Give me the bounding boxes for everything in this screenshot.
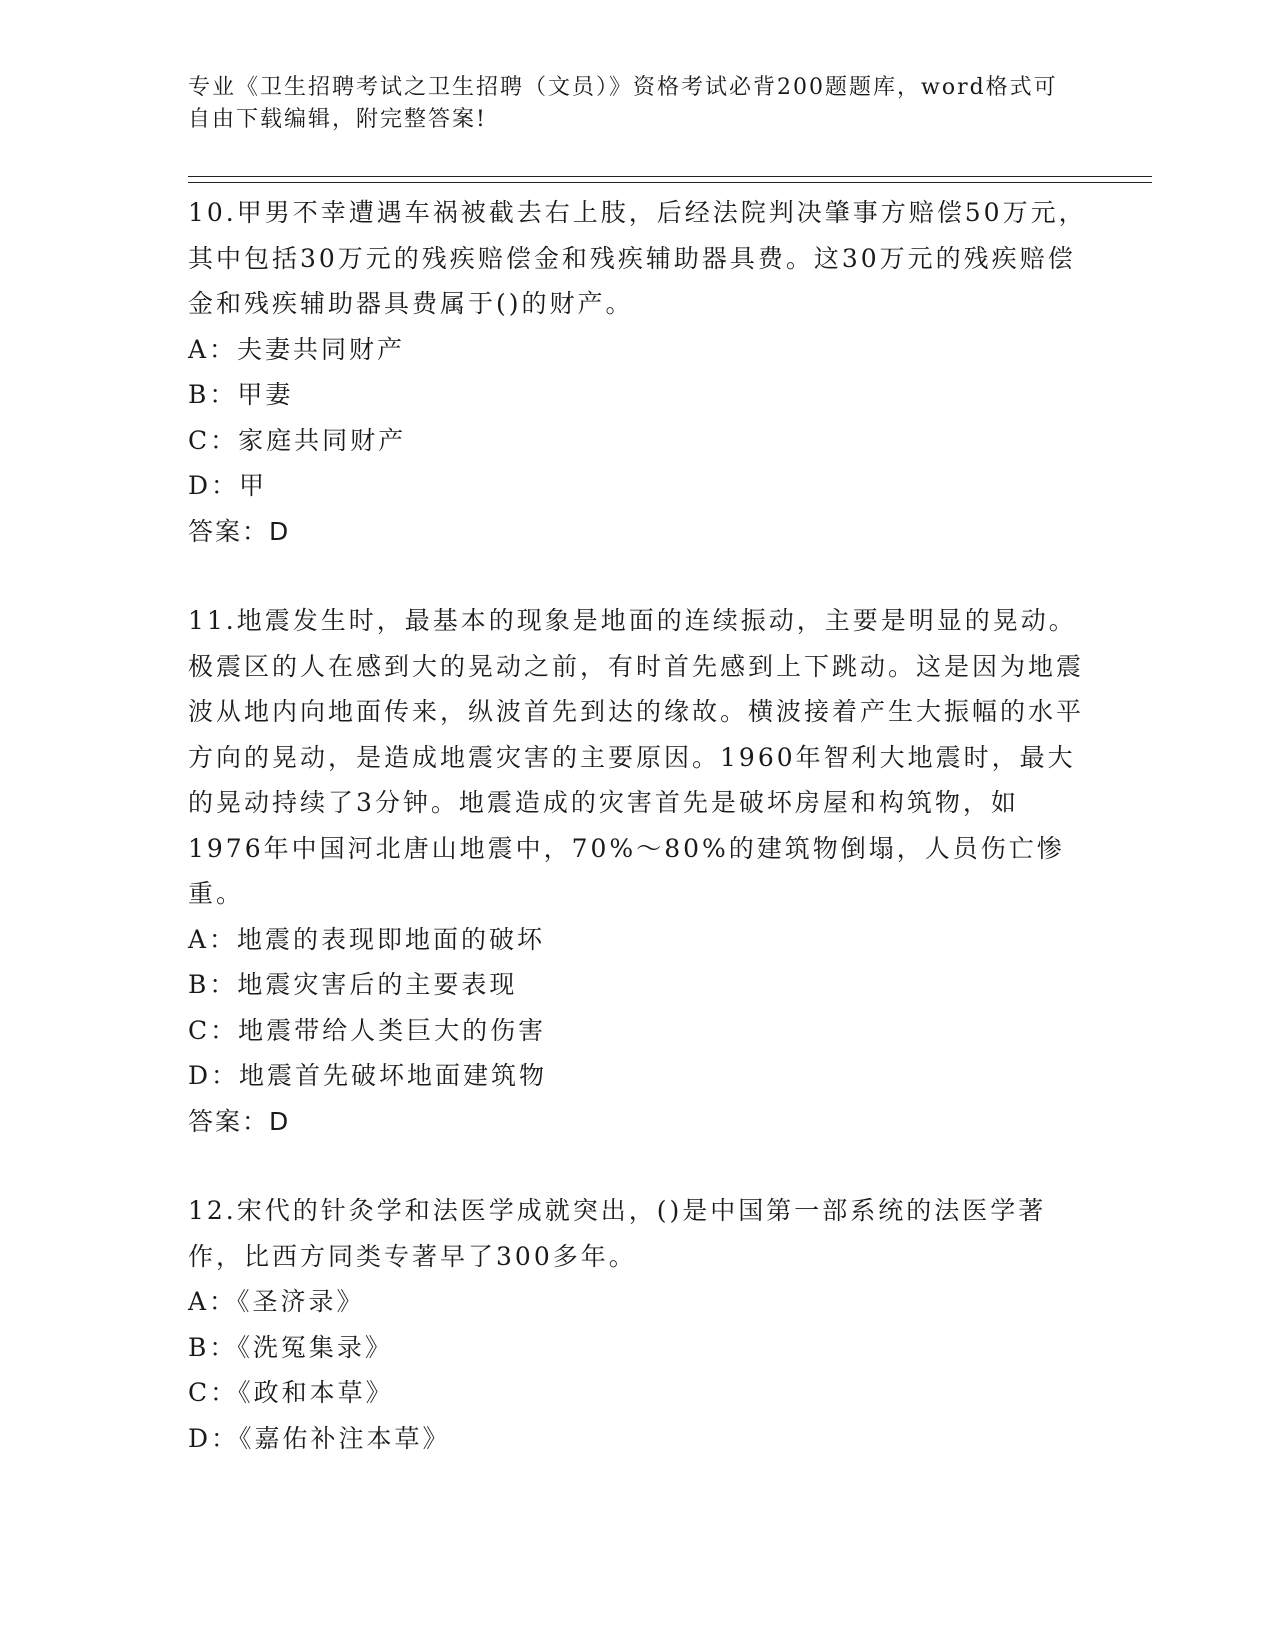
document-header: 专业《卫生招聘考试之卫生招聘（文员）》资格考试必背200题题库，word格式可自由下载编辑，附完整答案! — [188, 75, 1058, 132]
option-d: D：甲 — [188, 471, 268, 500]
option-b: B：甲妻 — [188, 380, 294, 409]
option-d: D：地震首先破坏地面建筑物 — [188, 1061, 548, 1090]
header-rule-bottom — [188, 182, 1152, 183]
option-b: B：地震灾害后的主要表现 — [188, 970, 518, 999]
question-stem: 11.地震发生时，最基本的现象是地面的连续振动，主要是明显的晃动。极震区的人在感到大的晃动之前，有时首先感到上下跳动。这是因为地震波从地内向地面传来，纵波首先到达的缘故。横波接着产生大振幅的水平方向的晃动，是造成地震灾害的主要原因。1960年智利大地震时，最大的晃动持续了3分钟。地震造成的灾害首先是破坏房屋和构筑物，如1976年中国河北唐山地震中，70%～80%的建筑物倒塌，人员伤亡惨重。 — [188, 606, 1085, 908]
option-b: B：《洗冤集录》 — [188, 1332, 393, 1362]
question-list — [188, 190, 1088, 1505]
option-a: A：夫妻共同财产 — [188, 334, 406, 364]
option-c: C：《政和本草》 — [188, 1378, 394, 1407]
question-stem: 12.宋代的针灸学和法医学成就突出，()是中国第一部系统的法医学著作，比西方同类专著早了300多年。 — [188, 1196, 1047, 1271]
option-d: D：《嘉佑补注本草》 — [188, 1423, 451, 1453]
answer-label: 答案：D — [188, 1106, 291, 1136]
option-c: C：地震带给人类巨大的伤害 — [188, 1015, 547, 1045]
question-12 — [188, 1188, 1088, 1461]
option-a: A：地震的表现即地面的破坏 — [188, 924, 546, 954]
answer-label: 答案：D — [188, 516, 291, 546]
option-c: C：家庭共同财产 — [188, 425, 407, 455]
header-rule-top — [188, 176, 1152, 177]
question-stem: 10.甲男不幸遭遇车祸被截去右上肢，后经法院判决肇事方赔偿50万元，其中包括30万元的残疾赔偿金和残疾辅助器具费。这30万元的残疾赔偿金和残疾辅助器具费属于()的财产。 — [188, 198, 1087, 318]
question-10 — [188, 190, 1088, 554]
question-11 — [188, 598, 1088, 1144]
option-a: A：《圣济录》 — [188, 1287, 365, 1316]
